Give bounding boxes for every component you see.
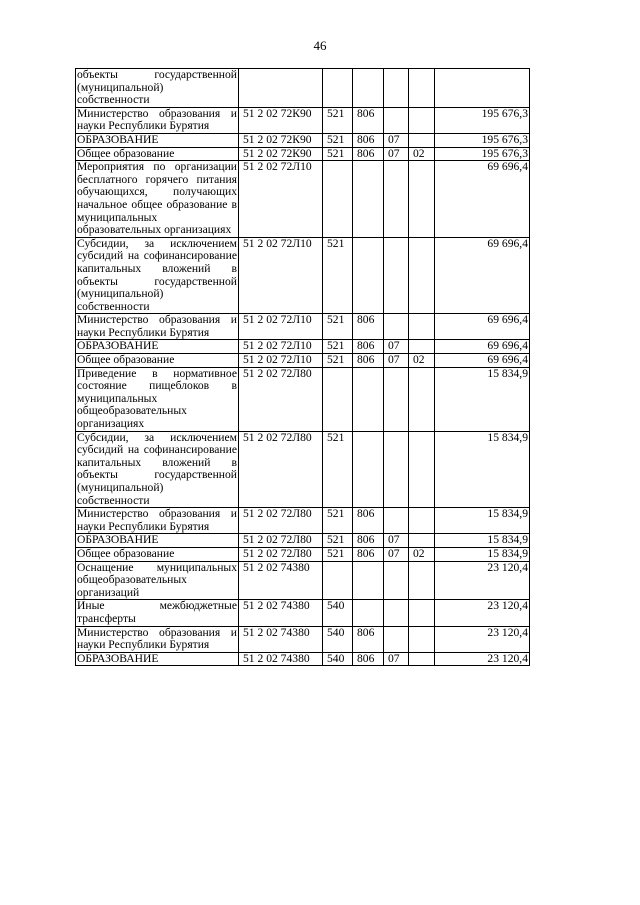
department-cell: 806 (353, 147, 384, 161)
row-name-cell: Общее образование (76, 147, 239, 161)
target-article-cell: 51 2 02 72Л10 (239, 314, 323, 340)
section-cell (384, 431, 409, 508)
table-row (76, 237, 530, 314)
amount-cell: 15 834,9 (435, 534, 530, 548)
department-cell: 806 (353, 534, 384, 548)
expense-type-cell: 521 (323, 508, 353, 534)
amount-cell (435, 69, 530, 108)
expense-type-cell: 521 (323, 354, 353, 368)
amount-cell: 15 834,9 (435, 431, 530, 508)
table-row (76, 147, 530, 161)
section-cell: 07 (384, 652, 409, 666)
department-cell (353, 561, 384, 600)
row-name-cell: Мероприятия по организации бесплатного горячего питания обучающихся, получающих начальное общее образование в муниципальных образовательных организациях (77, 160, 237, 237)
amount-cell: 23 120,4 (435, 600, 530, 626)
row-name-cell: ОБРАЗОВАНИЕ (76, 340, 239, 354)
expense-type-cell: 521 (323, 133, 353, 147)
expense-type-cell: 540 (323, 600, 353, 626)
amount-cell: 69 696,4 (435, 340, 530, 354)
department-cell (353, 237, 384, 314)
amount-cell: 195 676,3 (435, 147, 530, 161)
amount-cell: 69 696,4 (435, 161, 530, 238)
target-article-cell: 51 2 02 72Л80 (239, 534, 323, 548)
subsection-cell (409, 431, 435, 508)
section-cell (384, 314, 409, 340)
table-row (76, 354, 530, 368)
expense-type-cell (323, 367, 353, 431)
subsection-cell: 02 (409, 547, 435, 561)
row-name-cell: Общее образование (76, 547, 239, 561)
target-article-cell: 51 2 02 72К90 (239, 133, 323, 147)
subsection-cell: 02 (409, 147, 435, 161)
table-row (76, 107, 530, 133)
expense-type-cell (323, 69, 353, 108)
row-name-cell: Субсидии, за исключением субсидий на софинансирование капитальных вложений в объекты государственной (муниципальной) собственности (77, 237, 237, 313)
amount-cell: 23 120,4 (435, 561, 530, 600)
department-cell (353, 161, 384, 238)
amount-cell: 15 834,9 (435, 508, 530, 534)
target-article-cell: 51 2 02 74380 (239, 626, 323, 652)
table-row (76, 133, 530, 147)
expense-type-cell: 521 (323, 147, 353, 161)
expense-type-cell: 540 (323, 652, 353, 666)
subsection-cell (409, 340, 435, 354)
amount-cell: 15 834,9 (435, 367, 530, 431)
row-name-cell: объекты государственной (муниципальной) собственности (77, 68, 237, 107)
subsection-cell (409, 237, 435, 314)
department-cell: 806 (353, 508, 384, 534)
table-row (76, 534, 530, 548)
target-article-cell: 51 2 02 74380 (239, 561, 323, 600)
target-article-cell: 51 2 02 72Л10 (239, 237, 323, 314)
table-body (76, 69, 530, 666)
expense-type-cell: 521 (323, 237, 353, 314)
subsection-cell (409, 534, 435, 548)
table-row (76, 367, 530, 431)
section-cell: 07 (384, 354, 409, 368)
subsection-cell (409, 367, 435, 431)
table-row (76, 161, 530, 238)
subsection-cell (409, 133, 435, 147)
table-row (76, 652, 530, 666)
department-cell: 806 (353, 354, 384, 368)
row-name-cell: Министерство образования и науки Республики Бурятия (77, 626, 237, 652)
section-cell (384, 367, 409, 431)
row-name-cell: Министерство образования и науки Республики Бурятия (77, 107, 237, 133)
subsection-cell (409, 107, 435, 133)
amount-cell: 195 676,3 (435, 133, 530, 147)
expense-type-cell: 521 (323, 107, 353, 133)
section-cell (384, 508, 409, 534)
subsection-cell (409, 161, 435, 238)
expense-type-cell: 521 (323, 431, 353, 508)
subsection-cell (409, 626, 435, 652)
table-row (76, 561, 530, 600)
department-cell: 806 (353, 340, 384, 354)
target-article-cell: 51 2 02 72Л10 (239, 354, 323, 368)
department-cell: 806 (353, 626, 384, 652)
table-row (76, 340, 530, 354)
row-name-cell: Субсидии, за исключением субсидий на софинансирование капитальных вложений в объекты государственной (муниципальной) собственности (77, 431, 237, 507)
section-cell: 07 (384, 547, 409, 561)
section-cell (384, 69, 409, 108)
table-row (76, 547, 530, 561)
subsection-cell (409, 652, 435, 666)
row-name-cell: Приведение в нормативное состояние пищеблоков в муниципальных общеобразовательных организациях (77, 367, 237, 431)
subsection-cell (409, 600, 435, 626)
target-article-cell: 51 2 02 72Л80 (239, 547, 323, 561)
department-cell (353, 431, 384, 508)
section-cell (384, 600, 409, 626)
page-number: 46 (313, 38, 327, 53)
target-article-cell: 51 2 02 72К90 (239, 147, 323, 161)
department-cell: 806 (353, 107, 384, 133)
expense-type-cell: 521 (323, 534, 353, 548)
amount-cell: 69 696,4 (435, 354, 530, 368)
table-row (76, 626, 530, 652)
expense-type-cell (323, 561, 353, 600)
department-cell (353, 600, 384, 626)
section-cell: 07 (384, 147, 409, 161)
row-name-cell: Министерство образования и науки Республики Бурятия (77, 507, 237, 533)
section-cell (384, 107, 409, 133)
amount-cell: 69 696,4 (435, 314, 530, 340)
row-name-cell: Министерство образования и науки Республики Бурятия (77, 313, 237, 339)
amount-cell: 69 696,4 (435, 237, 530, 314)
amount-cell: 195 676,3 (435, 107, 530, 133)
section-cell: 07 (384, 534, 409, 548)
target-article-cell: 51 2 02 72К90 (239, 107, 323, 133)
target-article-cell: 51 2 02 72Л10 (239, 340, 323, 354)
section-cell (384, 561, 409, 600)
row-name-cell: Иные межбюджетные трансферты (77, 599, 237, 625)
subsection-cell (409, 69, 435, 108)
budget-table (75, 68, 530, 666)
expense-type-cell: 540 (323, 626, 353, 652)
table-row (76, 508, 530, 534)
row-name-cell: Общее образование (76, 354, 239, 368)
section-cell: 07 (384, 340, 409, 354)
department-cell: 806 (353, 547, 384, 561)
target-article-cell: 51 2 02 74380 (239, 600, 323, 626)
row-name-cell: ОБРАЗОВАНИЕ (76, 534, 239, 548)
department-cell: 806 (353, 652, 384, 666)
department-cell (353, 367, 384, 431)
target-article-cell (239, 69, 323, 108)
table-row (76, 69, 530, 108)
department-cell: 806 (353, 314, 384, 340)
subsection-cell (409, 314, 435, 340)
target-article-cell: 51 2 02 72Л10 (239, 161, 323, 238)
expense-type-cell: 521 (323, 547, 353, 561)
department-cell (353, 69, 384, 108)
amount-cell: 15 834,9 (435, 547, 530, 561)
section-cell (384, 161, 409, 238)
target-article-cell: 51 2 02 72Л80 (239, 508, 323, 534)
table-row (76, 314, 530, 340)
department-cell: 806 (353, 133, 384, 147)
target-article-cell: 51 2 02 74380 (239, 652, 323, 666)
row-name-cell: ОБРАЗОВАНИЕ (76, 652, 239, 666)
target-article-cell: 51 2 02 72Л80 (239, 367, 323, 431)
subsection-cell (409, 508, 435, 534)
amount-cell: 23 120,4 (435, 652, 530, 666)
subsection-cell: 02 (409, 354, 435, 368)
row-name-cell: ОБРАЗОВАНИЕ (76, 133, 239, 147)
row-name-cell: Оснащение муниципальных общеобразовательных организаций (77, 561, 237, 599)
expense-type-cell: 521 (323, 340, 353, 354)
amount-cell: 23 120,4 (435, 626, 530, 652)
table-row (76, 431, 530, 508)
expense-type-cell: 521 (323, 314, 353, 340)
section-cell (384, 626, 409, 652)
table-row (76, 600, 530, 626)
target-article-cell: 51 2 02 72Л80 (239, 431, 323, 508)
expense-type-cell (323, 161, 353, 238)
section-cell (384, 237, 409, 314)
subsection-cell (409, 561, 435, 600)
section-cell: 07 (384, 133, 409, 147)
